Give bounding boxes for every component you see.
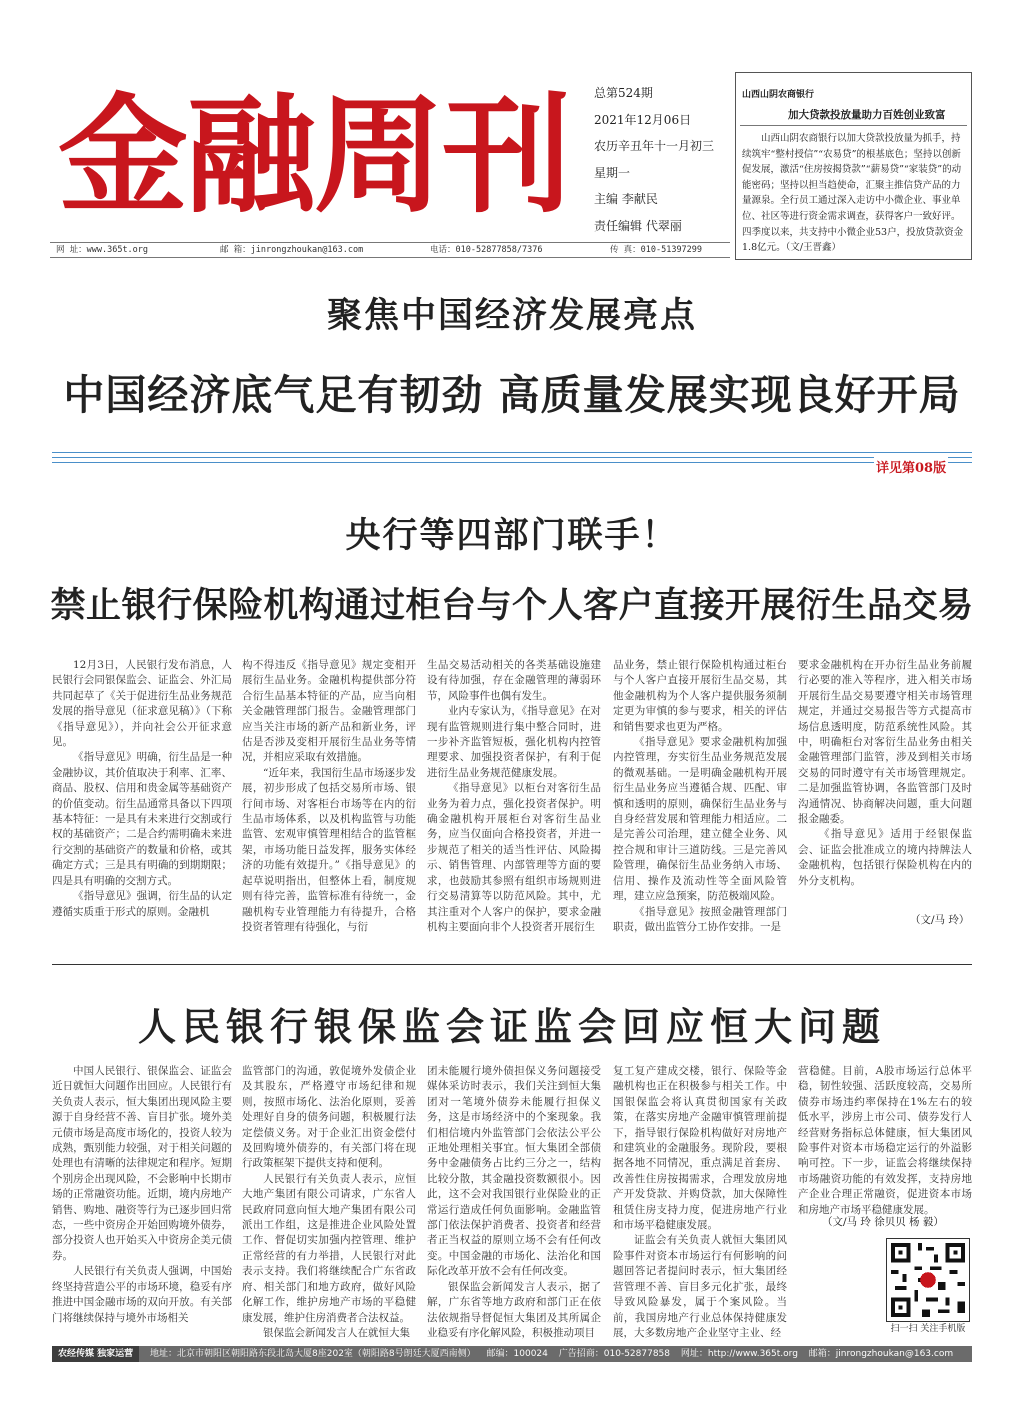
blue-divider (52, 452, 972, 472)
qr-code-icon[interactable] (886, 1238, 970, 1322)
lunar-date: 农历辛丑年十一月初三 (594, 139, 715, 153)
fax-text: 传 真：010-51397299 (610, 245, 703, 255)
article2-col2: 监管部门的沟通，敦促境外发债企业及其股东，严格遵守市场纪律和规则，按照市场化、法治化原则，妥善处理好自身的债务问题，积极履行法定偿债义务。对于企业汇出资金偿付及回购境外债券的，有关部门将在现行政策框架下提供支持和便利。 人民银行有关负责人表示，应恒大地产集团有限公司请求，广东省人民政府同意向恒大地产集团有限公司派出工作组，这是推进企业风险处置工作、督促切实加强内控管理、维护正常经营的有力举措，人民银行对此表示支持。我们将继续配合广东省政府、相关部门和地方政府，做好风险化解工作，维护房地产市场的平稳健康发展，维护住房消费者合法权益。 银保监会新闻发言人在就恒大集 (242, 1065, 416, 1339)
section-divider (52, 964, 972, 965)
headline-economy: 中国经济底气足有韧劲 高质量发展实现良好开局 (63, 371, 961, 419)
duty-editor: 责任编辑 代翠丽 (594, 218, 682, 233)
footer-website[interactable]: 网址：http://www.365t.org (680, 1349, 798, 1359)
article2-col4: 复工复产建成交楼，银行、保险等金融机构也正在积极参与相关工作。中国银保监会将认真贯彻国家有关政策，在落实房地产金融审慎管理前提下，指导银行保险机构做好对房地产和建筑业的金融服务。现阶段，要根据各地不同情况，重点满足首套房、改善性住房按揭需求，合理发放房地产开发贷款、并购贷款，加大保障性租赁住房支持力度，促进房地产行业和市场平稳健康发展。 证监会有关负责人就恒大集团风险事件对资本市场运行有何影响的问题回答记者提问时表示，恒大集团经营管理不善、盲目多元化扩张，最终导致风险暴发，属于个案风险。当前，我国房地产行业总体保持健康发展，大多数房地产企业坚守主业、经 (613, 1065, 787, 1339)
footer-address: 地址：北京市朝阳区朝阳路东段北岛大厦8座202室（朝阳路8号朗廷大厦西南侧） (150, 1349, 476, 1359)
headline-derivatives: 禁止银行保险机构通过柜台与个人客户直接开展衍生品交易 (50, 585, 974, 626)
weekday: 星期一 (594, 165, 631, 180)
footer-postcode: 邮编：100024 (486, 1349, 548, 1359)
website-text: 网 址：www.365t.org (56, 245, 149, 255)
headline-focus: 聚焦中国经济发展亮点 (326, 295, 697, 336)
masthead-logo (58, 60, 578, 230)
qr-caption: 扫一扫 关注手机版 (880, 1322, 976, 1336)
article1-col4: 品业务，禁止银行保险机构通过柜台与个人客户直接开展衍生品交易，其他金融机构为个人客户提供服务须制定更为审慎的参与要求，相关的评估和销售要求也更为严格。 《指导意见》要求金融机构加强内控管理，夯实衍生品业务规范发展的微观基础。一是明确金融机构开展衍生品业务应当遵循合规、匹配、审慎和透明的原则，确保衍生品业务与自身经营发展和管理能力相适应。二是完善公司治理，建立健全业务、风控合规和审计三道防线。三是完善风险管理，确保衍生品业务纳入市场、信用、操作及流动性等全面风险管理，建立应急预案，防范极端风险。 《指导意见》按照金融管理部门职责，做出监管分工协作安排。一是 (613, 659, 787, 933)
article1-col2: 构不得违反《指导意见》规定变相开展衍生品业务。金融机构提供部分符合衍生品基本特征的产品，应当向相关金融管理部门报告。金融管理部门应当关注市场的新产品和新业务，评估是否涉及变相开展衍生品业务等情况，并相应采取有效措施。 “近年来，我国衍生品市场逐步发展，初步形成了包括交易所市场、银行间市场、对客柜台市场等在内的衍生品市场体系，以及机构监管与功能监管、宏观审慎管理相结合的监管框架，市场功能日益发挥，服务实体经济的功能有效提升。”《指导意见》的起草说明指出，但整体上看，制度规则有待完善，监管标准有待统一，金融机构专业管理能力有待提升，合格投资者管理有待强化，与衍 (242, 659, 416, 933)
article1-byline: （文/马 玲） (910, 914, 970, 926)
ad-divider (740, 125, 967, 126)
headline-pboc-kicker: 央行等四部门联手！ (345, 515, 679, 556)
footer-email[interactable]: 邮箱：jinrongzhoukan@163.com (808, 1349, 954, 1359)
article1-col5: 要求金融机构在开办衍生品业务前履行必要的准入等程序，进入相关市场开展衍生品交易要遵守相关市场管理规定，并通过交易报告等方式提高市场信息透明度，防范系统性风险。其中，明确柜台对客衍生品业务由相关金融管理部门监管，涉及到相关市场交易的同时遵守有关市场管理规定。二是加强监管协调，各监管部门及时沟通情况、协商解决问题，重大问题报金融委。 《指导意见》适用于经银保监会、证监会批准成立的境内持牌法人金融机构，包括银行保险机构在内的外分支机构。 (798, 659, 972, 887)
ad-bank-name: 山西山阴农商银行 (742, 90, 815, 100)
footer-ads: 广告招商：010-52877858 (558, 1349, 671, 1359)
article2-col1: 中国人民银行、银保监会、证监会近日就恒大问题作出回应。人民银行有关负责人表示，恒大集团出现风险主要源于自身经营不善、盲目扩张。境外美元债市场是高度市场化的，投资人较为成熟，甄别能力较强，对于相关问题的处理也有清晰的法律规定和程序。短期个别房企出现风险，不会影响中长期市场的正常融资功能。近期，境内房地产销售、购地、融资等行为已逐步回归常态，一些中资房企开始回购境外债券，部分投资人也开始买入中资房企美元债券。 人民银行有关负责人强调，中国始终坚持营造公平的市场环境，稳妥有序推进中国金融市场的双向开放。有关部门将继续保持与境外市场相关 (52, 1065, 232, 1324)
article2-byline: （文/马 玲 徐贝贝 杨 毅） (822, 1216, 944, 1228)
footer-brand: 农经传媒 独家运营 (52, 1346, 139, 1362)
article1-col1: 12月3日，人民银行发布消息，人民银行会同银保监会、证监会、外汇局共同起草了《关于促进衍生品业务规范发展的指导意见（征求意见稿）》（下称《指导意见》），并向社会公开征求意见。 《指导意见》明确，衍生品是一种金融协议，其价值取决于利率、汇率、商品、股权、信用和贵金属等基础资产的价值变动。衍生品通常具备以下四项基本特征：一是具有未来进行交割或行权的基础资产；二是合约需明确未来进行交割的基础资产的数量和价格，或其确定方式；三是具有明确的到期期限；四是具有明确的交割方式。 《指导意见》强调，衍生品的认定遵循实质重于形式的原则。金融机 (52, 659, 232, 918)
ad-body: 山西山阴农商银行以加大贷款投放量为抓手，持续筑牢“整村授信”“农易贷”的根基底色；坚持以创新促发展，激活“住房按揭贷款”“薪易贷”“家装贷”的动能密码；坚持以担当趋使命，汇聚主推信贷产品的力量源泉。全行员工通过深入走访中小微企业、事业单位、社区等进行资金需求调查，获得客户一致好评。四季度以来，共支持中小微企业53户，投放贷款资金1.8亿元。（文/王晋鑫） (742, 133, 964, 254)
article2-col5: 营稳健。目前，A股市场运行总体平稳，韧性较强、活跃度较高，交易所债券市场违约率保持在1%左右的较低水平，涉房上市公司、债券发行人经营财务指标总体健康，恒大集团风险事件对资本市场稳定运行的外溢影响可控。下一步，证监会将继续保持市场融资功能的有效发挥，支持房地产企业合理正常融资，促进资本市场和房地产市场平稳健康发展。 (798, 1065, 972, 1216)
issue-number: 总第524期 (594, 86, 653, 100)
headline-evergrande: 人民银行银保监会证监会回应恒大问题 (137, 1004, 886, 1049)
article1-col3: 生品交易活动相关的各类基础设施建设有待加强，存在金融管理的薄弱环节，风险事件也偶有发生。 业内专家认为，《指导意见》在对现有监管规则进行集中整合同时，进一步补齐监管短板，强化机构内控管理要求、加强投资者保护，有利于促进衍生品业务规范健康发展。 《指导意见》以柜台对客衍生品业务为着力点，强化投资者保护。明确金融机构开展柜台对客衍生品业务，应当仅面向合格投资者，并进一步规范了相关的适当性评估、风险揭示、销售管理、内部管理等方面的要求，也鼓励其参照有组织市场规则进行交易清算等以防范风险。其中，尤其注重对个人客户的保护，要求金融机构主要面向非个人投资者开展衍生 (427, 659, 601, 933)
phone-text: 电话：010-52877858/7376 (430, 245, 543, 255)
ad-title: 加大贷款投放量助力百姓创业致富 (788, 109, 946, 121)
email-link[interactable]: 邮 箱：jinrongzhoukan@163.com (220, 245, 364, 255)
see-page-link[interactable]: 详见第08版 (874, 457, 948, 476)
bank-ad-box (735, 72, 972, 260)
chief-editor: 主编 李献民 (594, 192, 658, 206)
contact-bar (50, 242, 730, 258)
issue-date: 2021年12月06日 (594, 112, 692, 127)
footer-bar (52, 1346, 972, 1362)
article2-col3: 团未能履行境外债担保义务问题接受媒体采访时表示，我们关注到恒大集团对一笔境外债券未能履行担保义务，这是市场经济中的个案现象。我们相信境内外监管部门会依法公平公正地处理相关事宜。恒大集团全部债务中金融债务占比约三分之一，结构比较分散，其金融投资数额很小。因此，这不会对我国银行业保险业的正常运行造成任何负面影响。金融监管部门依法保护消费者、投资者和经营者正当权益的原则立场不会有任何改变。中国金融的市场化、法治化和国际化改革开放不会有任何改变。 银保监会新闻发言人表示，据了解，广东省等地方政府和部门正在依法依规指导督促恒大集团及其所属企业稳妥有序化解风险，积极推动项目 (427, 1065, 601, 1339)
masthead-title: 金融周刊 (58, 81, 570, 230)
issue-meta (594, 80, 722, 239)
